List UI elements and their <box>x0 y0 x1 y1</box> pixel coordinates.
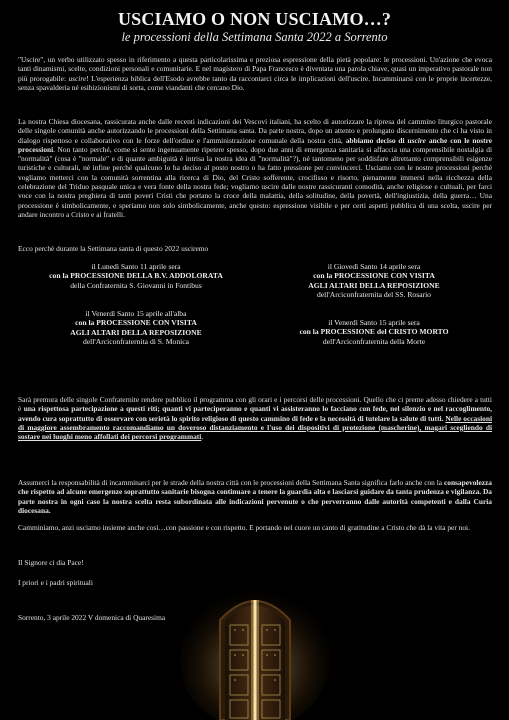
event-giovedi-santo <box>256 262 492 299</box>
event-date: il Venerdì Santo 15 aprile all'alba <box>85 309 187 318</box>
event-procession: con la PROCESSIONE del CRISTO MORTO <box>299 327 449 337</box>
authors-line: I priori e i padri spirituali <box>18 578 93 587</box>
program-text-1: Sarà premura delle singole Confraternite rendere pubblico il programma con gli orari e i percorsi delle processioni. Quello che ci preme adesso chiedere a tutti è <box>18 395 492 414</box>
event-lunedi-santo <box>18 262 254 290</box>
event-date: il Lunedì Santo 11 aprile sera <box>91 262 181 271</box>
event-confraternity: dell'Arciconfraternita del SS. Rosario <box>317 289 431 299</box>
events-intro: Ecco perchè durante la Settimana santa di questo 2022 usciremo <box>18 244 209 253</box>
closing-paragraph: Camminiamo, anzi usciamo insieme anche così…con passione e con rispetto. E portando nel cuore un canto di gratitudine a Cristo che dà la vita per noi. <box>18 523 470 532</box>
responsibility-bold: consapevolezza che rispetto ad alcune emergenze soprattutto sanitarie bisogna continuare a tenere la guardia alta e lasciarsi guidare da tanta prudenza e vigilanza. Da parte nostra in ogni caso la nostra scelta resta subordinata alle indicazioni pervenute o che perverranno dalle autorità competenti e dalla Curia diocesana. <box>18 478 492 515</box>
event-procession: con la PROCESSIONE CON VISITA <box>75 318 197 328</box>
responsibility-paragraph <box>18 478 492 515</box>
program-end: . <box>201 432 204 442</box>
place-date-line: Sorrento, 3 aprile 2022 V domenica di Quaresima <box>18 613 166 622</box>
event-venerdi-santo-sera <box>256 318 492 346</box>
event-procession: con la PROCESSIONE DELLA B.V. ADDOLORATA <box>49 271 223 281</box>
event-procession: con la PROCESSIONE CON VISITA <box>313 271 435 281</box>
event-confraternity: dell'Arciconfraternita della Morte <box>322 336 426 346</box>
event-date: il Giovedì Santo 14 aprile sera <box>327 262 421 271</box>
church-door-image <box>180 580 330 720</box>
diocese-bold-2: anche con le nostre processioni <box>18 135 492 154</box>
blessing-line: Il Signore ci dia Pace! <box>18 558 84 567</box>
event-date: il Venerdì Santo 15 aprile sera <box>328 318 420 327</box>
intro-paragraph <box>18 55 492 92</box>
events-list <box>18 262 492 382</box>
intro-italic-word: uscire <box>68 73 87 83</box>
event-procession-2: AGLI ALTARI DELLA REPOSIZIONE <box>70 327 202 337</box>
event-confraternity: della Confraternita S. Giovanni in Fontibus <box>70 280 202 290</box>
event-confraternity: dell'Arciconfraternita di S. Monica <box>83 336 189 346</box>
diocese-text-2: . Non tanto perché, come si sente ingenuamente ripetere spesso, dopo due anni di emergenza sanitaria si affaccia una comprensibile nostalgia di "normalità" (cosa è "normale" e di quante ambiguità è intrisa la nostra idea di "normalità"?), né tantomeno per soddisfare altrettanto comprensibili esigenze turistiche e culturali, né infine perché qualcuno lo ha deciso al posto nostro o ha fatto pressione per convincerci. Usciamo con le nostre processioni perché vogliamo metterci con la comunità sorrentina alla ricerca di Dio, del Cristo sofferente, crocifisso e risorto, pienamente immersi nella ricchezza della celebrazione del Triduo pasquale unica e vera fonte della nostra fede; vogliamo uscire dalle nostre rassicuranti comodità, anche religiose e cultuali, per farci voce con la nostra preghiera di tanti poveri Cristi che portano la croce della malattia, della solitudine, della povertà, dell'ingiustizia, della guerra… Una processione è simbolicamente, e speriamo non solo simbolicamente, anche questo: espressione visibile e per certi aspetti pubblica di una scelta, uscire per andare incontro a Cristo e ai fratelli. <box>18 144 492 219</box>
intro-text-1: "Uscire", un verbo utilizzato spesso in riferimento a questa particolarissima e preziosa espressione della pietà popolare: le processioni. Un'azione che evoca tanti dinamismi, scelte, condizioni personali e comunitarie. E nel magistero di Papa Francesco è diventata una parola chiave, quasi un imperativo pastorale non più prorogabile: <box>18 55 492 83</box>
page-title: USCIAMO O NON USCIAMO…? <box>117 9 392 29</box>
diocese-paragraph <box>18 117 492 219</box>
event-venerdi-santo-alba <box>18 309 254 346</box>
page-subtitle: le processioni della Settimana Santa 2022 a Sorrento <box>121 30 388 44</box>
responsibility-text: Assumerci la responsabilità di incamminarci per le strade della nostra città con le processioni della Settimana Santa significa farlo anche con la <box>18 478 444 487</box>
diocese-text-1: La nostra Chiesa diocesana, rassicurata anche dalle recenti indicazioni dei Vescovi italiani, ha scelto di autorizzare la ripresa del cammino liturgico pastorale delle singole comunità anche autorizzando le processioni della Settimana santa. Da parte nostra, dopo un attento e prolungato discernimento che ci ha visto in dialogo rispettoso e collaborativo con le forze dell'ordine e l'amministrazione comunale della nostra città, <box>18 117 492 145</box>
diocese-bold-1: abbiamo deciso di <box>345 135 408 145</box>
event-procession-2: AGLI ALTARI DELLA REPOSIZIONE <box>308 280 440 290</box>
intro-text-2: ! L'esperienza biblica dell'Esodo avrebbe tanto da raccontarci circa le implicazioni dell'uscire. Incamminarsi con le proprie incertezze, senza spavalderia né esibizionismi di sorta, come viandanti che cercano Dio. <box>18 73 492 92</box>
diocese-bold-italic: uscire <box>407 135 426 145</box>
program-paragraph <box>18 395 492 441</box>
program-bold: una rispettosa partecipazione a questi riti; quanti vi parteciperanno e quanti vi assisteranno lo facciano con fede, nel silenzio e nel raccoglimento, avendo cura soprattutto di osservare con serietà lo spirito religioso di questo cammino di fede e la necessità di tutelare la salute di tutti. <box>18 404 492 423</box>
program-underlined: Nelle occasioni di maggiore assembramento raccomandiamo un doveroso distanziamento e l'uso dei dispositivi di protezione (mascherine), magari scegliendo di sostare nei luoghi meno affollati dei percorsi programmati <box>18 413 492 442</box>
